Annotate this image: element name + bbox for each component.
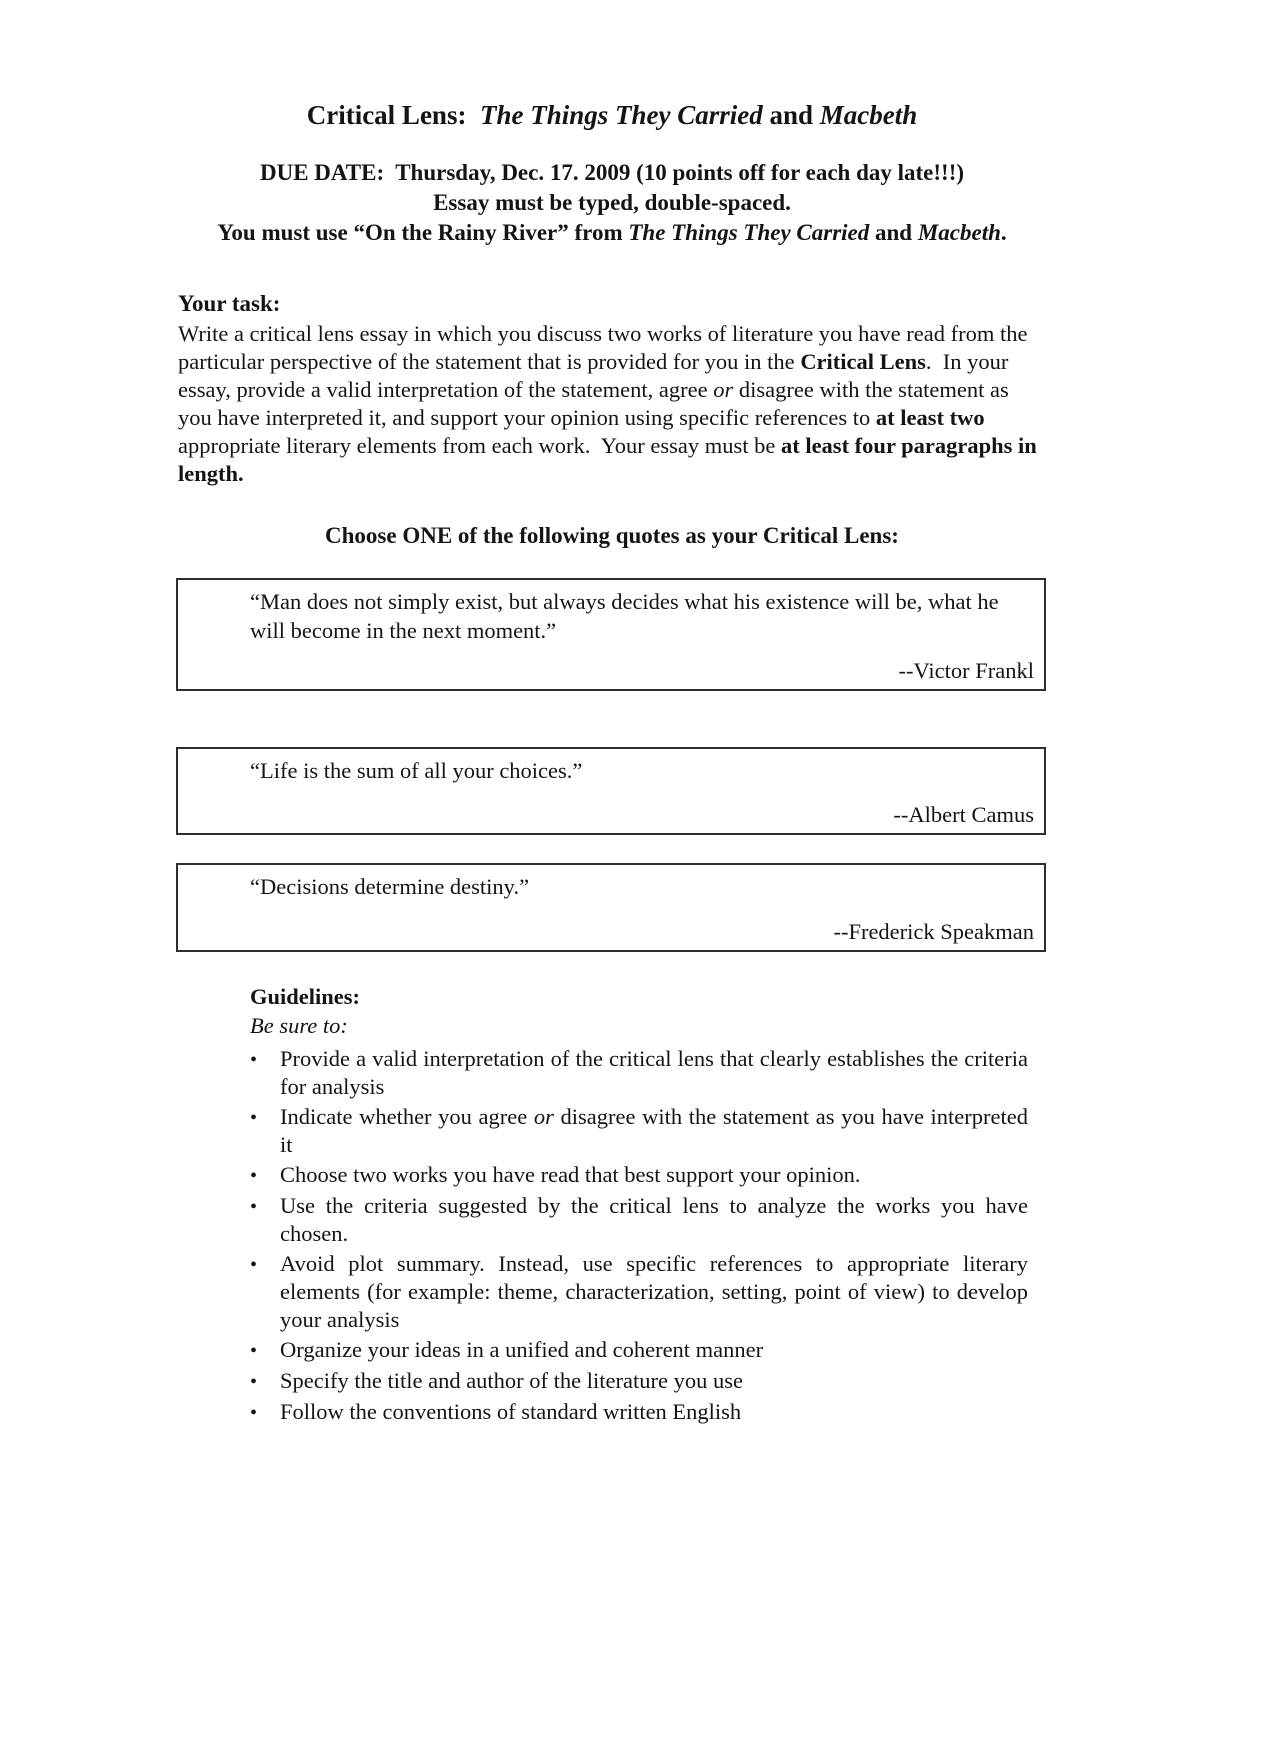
text-segment: and [869, 220, 918, 245]
guideline-item [250, 1367, 1046, 1396]
guideline-item [250, 1336, 1046, 1365]
quote-text: “Life is the sum of all your choices.” [250, 758, 583, 783]
text-segment: Organize your ideas in a unified and coherent manner [280, 1337, 764, 1362]
guideline-text [280, 1103, 1028, 1159]
guidelines-section [250, 982, 1046, 1427]
bullet-icon: • [250, 1340, 258, 1362]
choose-quote-heading: Choose ONE of the following quotes as your Critical Lens: [325, 523, 899, 548]
bullet-icon: • [250, 1371, 258, 1393]
text-segment: Macbeth [917, 220, 1001, 245]
bullet-icon: • [250, 1107, 258, 1129]
quote-box-3 [176, 863, 1046, 952]
guideline-item [250, 1103, 1046, 1159]
text-segment: at least two [875, 405, 985, 430]
text-segment: Follow the conventions of standard written English [280, 1399, 742, 1424]
bullet-icon: • [250, 1196, 258, 1218]
guideline-item [250, 1192, 1046, 1248]
text-segment: The Things They Carried [479, 100, 763, 130]
must-use-line [178, 218, 1046, 248]
guideline-item [250, 1045, 1046, 1101]
quote-box-1 [176, 578, 1046, 691]
quote-attribution: --Albert Camus [893, 802, 1034, 827]
text-segment: at least four paragraphs in length. [178, 433, 1043, 486]
guidelines-heading: Guidelines: [250, 984, 361, 1009]
text-segment: . [1000, 220, 1007, 245]
due-date-line: DUE DATE: Thursday, Dec. 17. 2009 (10 points off for each day late!!!) [259, 160, 965, 185]
text-segment: Provide a valid interpretation of the critical lens that clearly establishes the criteria for analysis [280, 1046, 1028, 1099]
text-segment: Indicate whether you agree [280, 1104, 534, 1129]
text-segment: or [533, 1104, 554, 1129]
task-paragraph [178, 320, 1046, 488]
bullet-icon: • [250, 1254, 258, 1276]
guideline-item [250, 1398, 1046, 1427]
guideline-text [280, 1161, 1028, 1190]
guideline-text [280, 1045, 1028, 1101]
bullet-icon: • [250, 1402, 258, 1424]
quote-box-2 [176, 747, 1046, 835]
quote-attribution: --Frederick Speakman [833, 919, 1034, 944]
guidelines-subheading: Be sure to: [250, 1013, 348, 1038]
text-segment: or [713, 377, 734, 402]
text-segment: . In your essay, provide a valid interpretation of the statement, agree [178, 349, 1015, 402]
guideline-text [280, 1192, 1028, 1248]
guideline-text [280, 1250, 1028, 1334]
guideline-text [280, 1398, 1028, 1427]
guideline-text [280, 1336, 1028, 1365]
text-segment: The Things They Carried [628, 220, 870, 245]
text-segment: Critical Lens: [306, 100, 480, 130]
text-segment: Choose two works you have read that best support your opinion. [280, 1162, 861, 1187]
text-segment: Write a critical lens essay in which you discuss two works of literature you have read from the particular perspective of the statement that is provided for you in the [178, 321, 1034, 374]
task-heading: Your task: [178, 291, 281, 316]
text-segment: appropriate literary elements from each work. Your essay must be [178, 405, 991, 458]
guideline-text [280, 1367, 1028, 1396]
text-segment: You must use “On the Rainy River” from [217, 220, 629, 245]
quote-text: “Man does not simply exist, but always decides what his existence will be, what he will become in the next moment.” [250, 589, 999, 643]
text-segment: Avoid plot summary. Instead, use specific references to appropriate literary elements (for example: theme, characterization, setting, point of view) to develop your analysis [280, 1251, 1028, 1332]
quote-text: “Decisions determine destiny.” [250, 874, 530, 899]
text-segment: disagree with the statement as you have interpreted it, and support your opinion using specific references to [178, 377, 1015, 430]
quote-attribution: --Victor Frankl [898, 658, 1034, 683]
text-segment: and [762, 100, 820, 130]
essay-format-line: Essay must be typed, double-spaced. [433, 190, 791, 215]
bullet-icon: • [250, 1165, 258, 1187]
text-segment: Use the criteria suggested by the critical lens to analyze the works you have chosen. [280, 1193, 1028, 1246]
text-segment: Critical Lens [800, 349, 926, 374]
guideline-item [250, 1250, 1046, 1334]
guidelines-list [250, 1045, 1046, 1427]
header-block [178, 158, 1046, 248]
guideline-item [250, 1161, 1046, 1190]
document-page [178, 98, 1046, 1427]
page-title [178, 98, 1046, 132]
text-segment: disagree with the statement as you have interpreted it [280, 1104, 1029, 1157]
bullet-icon: • [250, 1049, 258, 1071]
text-segment: Specify the title and author of the literature you use [280, 1368, 743, 1393]
text-segment: Macbeth [819, 100, 918, 130]
